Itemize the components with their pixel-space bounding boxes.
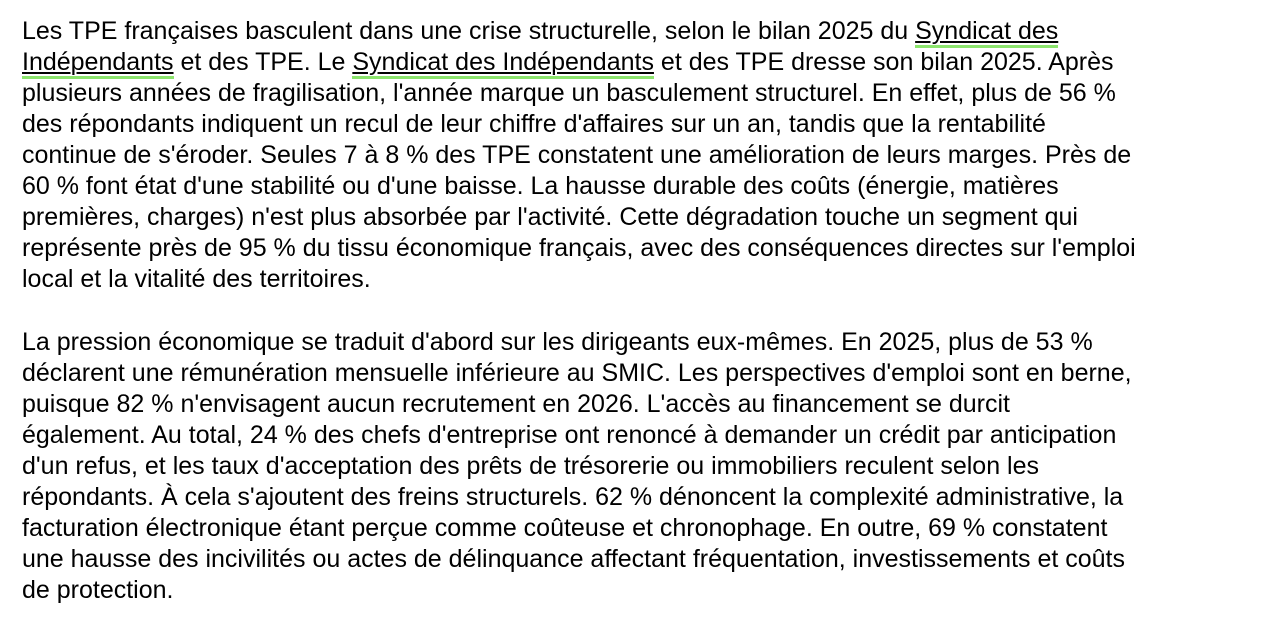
text-line <box>22 16 1274 47</box>
text-segment: de protection. <box>22 576 174 604</box>
text-segment: déclarent une rémunération mensuelle inférieure au SMIC. Les perspectives d'emploi sont en berne, <box>22 359 1132 387</box>
text-segment: 60 % font état d'une stabilité ou d'une baisse. La hausse durable des coûts (énergie, matières <box>22 172 1059 200</box>
text-segment: une hausse des incivilités ou actes de délinquance affectant fréquentation, investissements et coûts <box>22 545 1126 573</box>
link-syndicat-des-independants[interactable]: Syndicat des <box>915 17 1058 48</box>
text-line <box>22 358 1274 389</box>
text-line <box>22 233 1274 264</box>
link-syndicat-des-independants[interactable]: Indépendants <box>22 48 174 79</box>
text-line <box>22 78 1274 109</box>
text-line <box>22 451 1274 482</box>
text-line <box>22 482 1274 513</box>
text-line <box>22 202 1274 233</box>
text-line <box>22 575 1274 606</box>
text-line <box>22 389 1274 420</box>
text-line <box>22 544 1274 575</box>
text-segment: Les TPE françaises basculent dans une crise structurelle, selon le bilan 2025 du <box>22 17 916 45</box>
text-segment: local et la vitalité des territoires. <box>22 265 371 293</box>
text-segment: également. Au total, 24 % des chefs d'entreprise ont renoncé à demander un crédit par anticipation <box>22 421 1117 449</box>
text-line <box>22 109 1274 140</box>
text-segment: facturation électronique étant perçue comme coûteuse et chronophage. En outre, 69 % constatent <box>22 514 1108 542</box>
text-segment: d'un refus, et les taux d'acceptation des prêts de trésorerie ou immobiliers reculent selon les <box>22 452 1040 480</box>
link-syndicat-des-independants[interactable]: Syndicat des Indépendants <box>352 48 654 79</box>
paragraph-2 <box>22 327 1274 606</box>
text-line <box>22 140 1274 171</box>
text-line <box>22 420 1274 451</box>
text-line <box>22 47 1274 78</box>
text-segment: et des TPE. Le <box>173 48 353 76</box>
paragraph-1 <box>22 16 1274 295</box>
text-segment: répondants. À cela s'ajoutent des freins structurels. 62 % dénoncent la complexité administrative, la <box>22 483 1124 511</box>
text-line <box>22 513 1274 544</box>
text-line <box>22 327 1274 358</box>
text-segment: et des TPE dresse son bilan 2025. Après <box>653 48 1114 76</box>
text-segment: premières, charges) n'est plus absorbée par l'activité. Cette dégradation touche un segment qui <box>22 203 1078 231</box>
text-line <box>22 171 1274 202</box>
text-segment: des répondants indiquent un recul de leur chiffre d'affaires sur un an, tandis que la rentabilité <box>22 110 1046 138</box>
text-segment: représente près de 95 % du tissu économique français, avec des conséquences directes sur l'emploi <box>22 234 1136 262</box>
text-line <box>22 264 1274 295</box>
text-segment: continue de s'éroder. Seules 7 à 8 % des TPE constatent une amélioration de leurs marges. Près de <box>22 141 1132 169</box>
text-segment: puisque 82 % n'envisagent aucun recrutement en 2026. L'accès au financement se durcit <box>22 390 1010 418</box>
text-segment: La pression économique se traduit d'abord sur les dirigeants eux-mêmes. En 2025, plus de 53 % <box>22 328 1093 356</box>
text-segment: plusieurs années de fragilisation, l'année marque un basculement structurel. En effet, plus de 56 % <box>22 79 1116 107</box>
